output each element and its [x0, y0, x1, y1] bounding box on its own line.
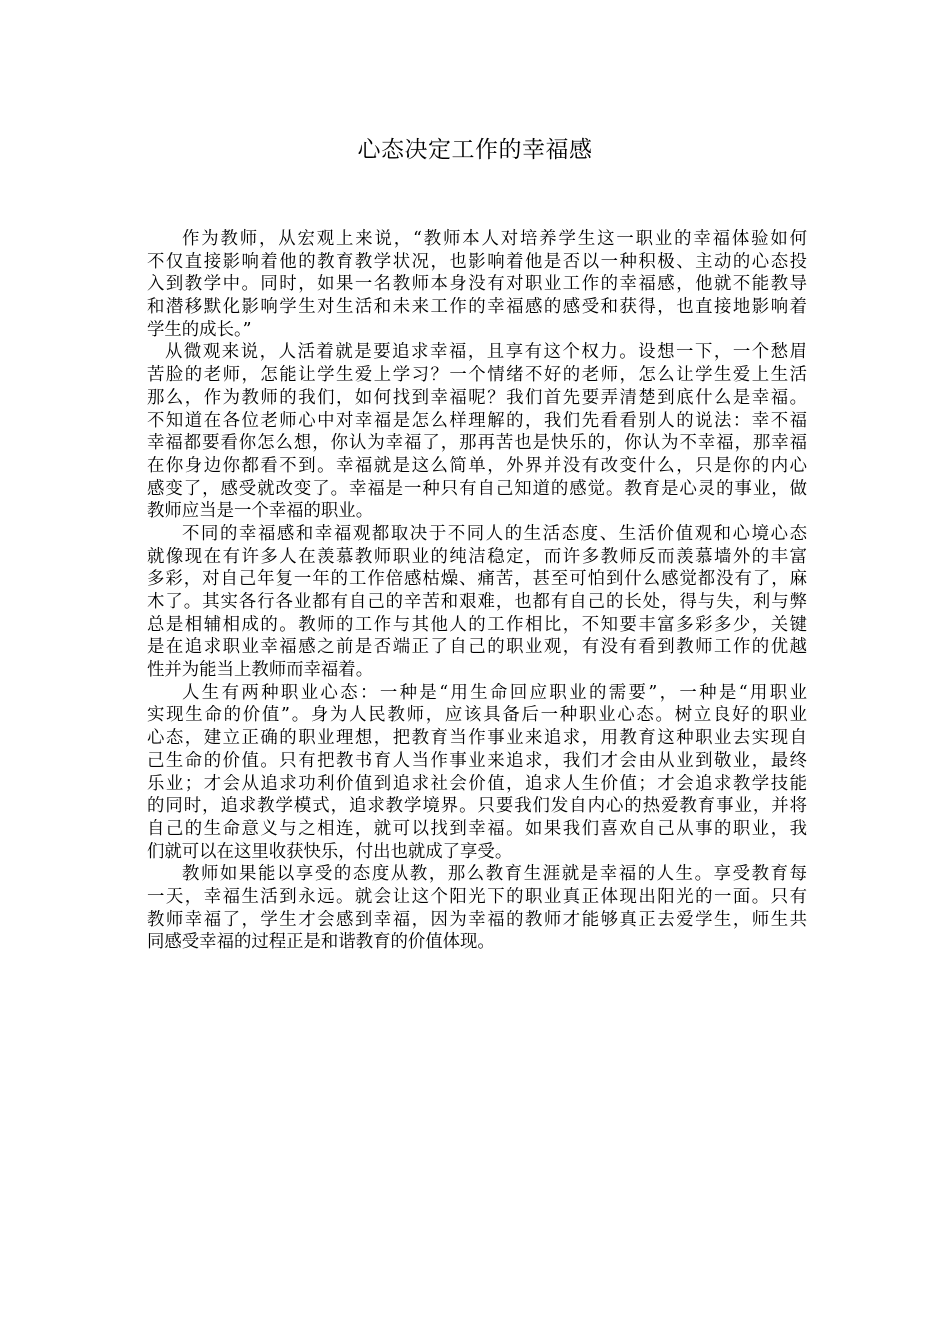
- paragraph-line: 实现生命的价值”。身为人民教师，应该具备后一种职业心态。树立良好的职业: [147, 705, 807, 726]
- paragraph-line: 己生命的价值。只有把教书育人当作事业来追求，我们才会由从业到敬业，最终: [147, 750, 807, 771]
- paragraph-line: 和潜移默化影响学生对生活和未来工作的幸福感的感受和获得，也直接地影响着: [147, 297, 807, 318]
- paragraph-line: 在你身边你都看不到。幸福就是这么简单，外界并没有改变什么，只是你的内心: [147, 455, 807, 476]
- paragraph-line: 总是相辅相成的。教师的工作与其他人的工作相比，不知要丰富多彩多少，关键: [147, 614, 807, 635]
- paragraph-line: 从微观来说，人活着就是要追求幸福，且享有这个权力。设想一下，一个愁眉: [165, 342, 807, 363]
- paragraph-2: [147, 341, 807, 523]
- paragraph-line: 教师幸福了，学生才会感到幸福，因为幸福的教师才能够真正去爱学生，师生共: [147, 909, 807, 930]
- paragraph-line: 不同的幸福感和幸福观都取决于不同人的生活态度、生活价值观和心境心态: [182, 523, 807, 544]
- document-title: 心态决定工作的幸福感: [357, 137, 593, 163]
- paragraph-line: 心态，建立正确的职业理想，把教育当作事业来追求，用教育这种职业去实现自: [147, 728, 807, 749]
- paragraph-line: 不仅直接影响着他的教育教学状况，也影响着他是否以一种积极、主动的心态投: [147, 251, 807, 272]
- paragraph-line: 乐业；才会从追求功利价值到追求社会价值，追求人生价值；才会追求教学技能: [147, 773, 807, 794]
- paragraph-line: 是在追求职业幸福感之前是否端正了自己的职业观，有没有看到教师工作的优越: [147, 637, 807, 658]
- paragraph-line: 们就可以在这里收获快乐，付出也就成了享受。: [147, 841, 513, 862]
- paragraph-line: 教师如果能以享受的态度从教，那么教育生涯就是幸福的人生。享受教育每: [182, 864, 807, 885]
- paragraph-line: 苦脸的老师，怎能让学生爱上学习？一个情绪不好的老师，怎么让学生爱上生活: [147, 365, 807, 386]
- paragraph-line: 人生有两种职业心态：一种是“用生命回应职业的需要”，一种是“用职业: [182, 682, 807, 703]
- paragraph-1: [147, 228, 807, 341]
- document-body: [147, 228, 807, 954]
- paragraph-line: 幸福都要看你怎么想，你认为幸福了，那再苦也是快乐的，你认为不幸福，那幸福: [147, 433, 807, 454]
- paragraph-line: 学生的成长。”: [147, 319, 252, 340]
- paragraph-line: 入到教学中。同时，如果一名教师本身没有对职业工作的幸福感，他就不能教导: [147, 274, 807, 295]
- paragraph-line: 木了。其实各行各业都有自己的辛苦和艰难，也都有自己的长处，得与失，利与弊: [147, 592, 807, 612]
- paragraph-line: 性并为能当上教师而幸福着。: [147, 660, 374, 681]
- paragraph-line: 同感受幸福的过程正是和谐教育的价值体现。: [147, 932, 495, 953]
- paragraph-4: [147, 682, 807, 864]
- paragraph-line: 的同时，追求教学模式，追求教学境界。只要我们发自内心的热爱教育事业，并将: [147, 796, 807, 817]
- paragraph-line: 感变了，感受就改变了。幸福是一种只有自己知道的感觉。教育是心灵的事业，做: [147, 478, 807, 499]
- paragraph-line: 教师应当是一个幸福的职业。: [147, 501, 374, 522]
- paragraph-line: 那么，作为教师的我们，如何找到幸福呢？我们首先要弄清楚到底什么是幸福。: [147, 387, 807, 408]
- paragraph-line: 就像现在有许多人在羡慕教师职业的纯洁稳定，而许多教师反而羡慕墙外的丰富: [147, 546, 807, 567]
- paragraph-3: [147, 523, 807, 682]
- paragraph-line: 不知道在各位老师心中对幸福是怎么样理解的，我们先看看别人的说法：幸不福: [147, 410, 807, 431]
- paragraph-5: [147, 863, 807, 954]
- paragraph-line: 作为教师，从宏观上来说，“教师本人对培养学生这一职业的幸福体验如何: [182, 229, 807, 249]
- paragraph-line: 多彩，对自己年复一年的工作倍感枯燥、痛苦，甚至可怕到什么感觉都没有了，麻: [147, 569, 807, 590]
- paragraph-line: 一天，幸福生活到永远。就会让这个阳光下的职业真正体现出阳光的一面。只有: [147, 886, 807, 907]
- paragraph-line: 自己的生命意义与之相连，就可以找到幸福。如果我们喜欢自己从事的职业，我: [147, 818, 807, 839]
